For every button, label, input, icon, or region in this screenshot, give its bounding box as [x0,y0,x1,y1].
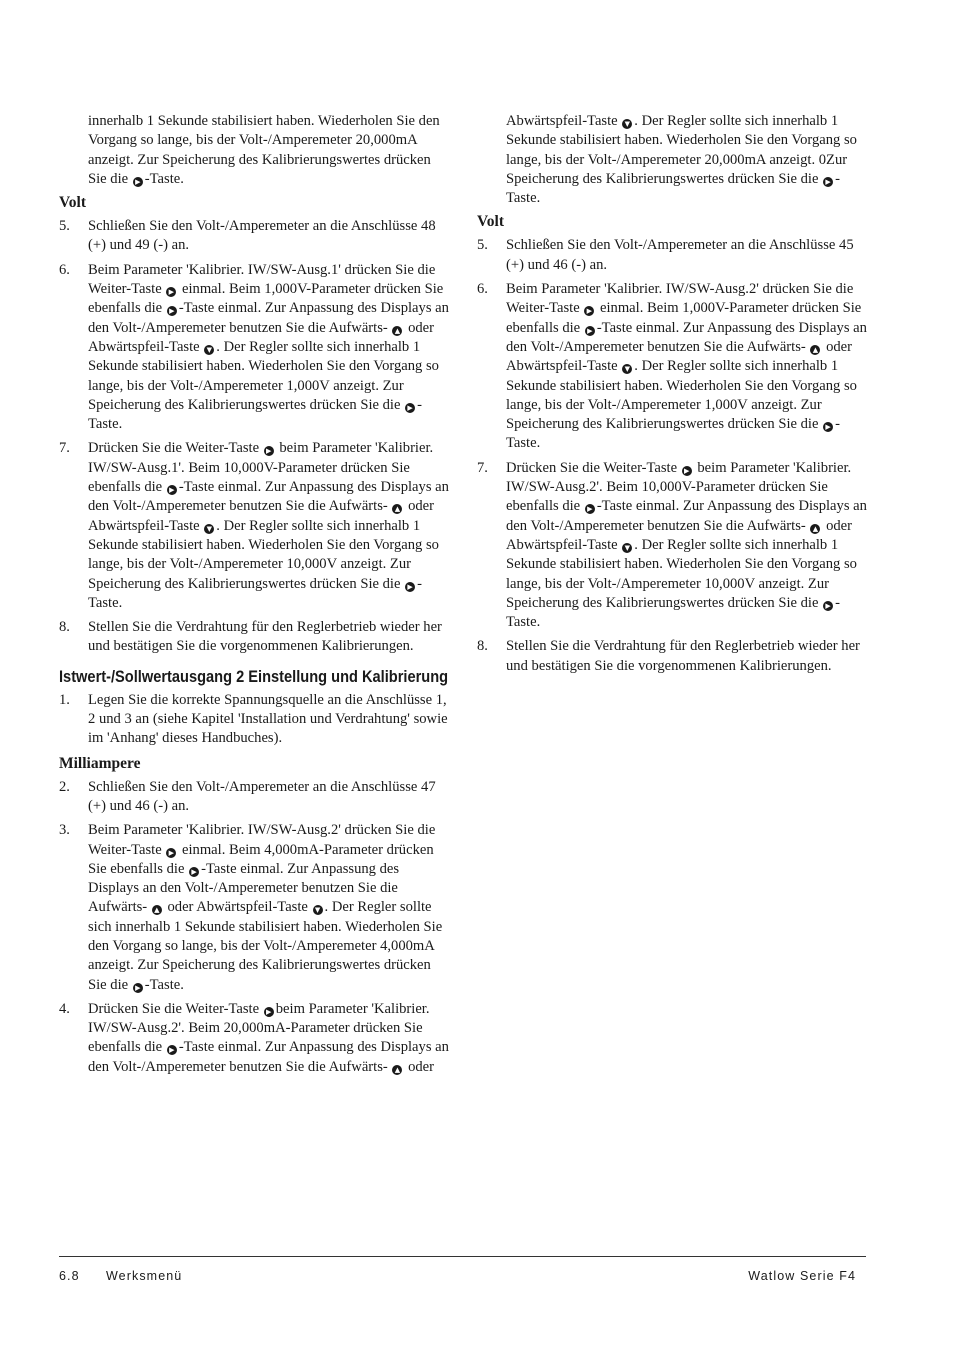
next-key-icon: ▶ [167,306,177,316]
list-item: 8. Stellen Sie die Verdrahtung für den Reglerbetrieb wieder her und bestätigen Sie die vorgenommenen Kalibrierungen. [477,638,860,674]
volt-heading: Volt [477,213,504,231]
volt-steps-list [477,236,869,676]
up-arrow-key-icon: ▲ [392,326,402,336]
list-item: 6. Beim Parameter 'Kalibrier. IW/SW-Ausg.1' drücken Sie die Weiter-Taste ▶ einmal. Beim 1,000V-Parameter drücken Sie ebenfalls die ▶ -Taste einmal. Zur Anpassung des Displays an den Volt-/Amperemeter benutzen Sie die Aufwärts- ▲ oder Abwärtspfeil-Taste ▼ . Der Regler sollte sich innerhalb 1 Sekunde stabilisiert haben. Wiederholen Sie den Vorgang so lange, bis der Volt-/Amperemeter 1,000V anzeigt. Zur Speicherung des Kalibrierungswertes drücken Sie die ▶ -Taste. [59,261,449,433]
next-key-icon: ▶ [823,601,833,611]
next-key-icon: ▶ [166,848,176,858]
list-item: 6. Beim Parameter 'Kalibrier. IW/SW-Ausg.2' drücken Sie die Weiter-Taste ▶ einmal. Beim 1,000V-Parameter drücken Sie ebenfalls die ▶ -Taste einmal. Zur Anpassung des Displays an den Volt-/Amperemeter benutzen Sie die Aufwärts- ▲ oder Abwärtspfeil-Taste ▼ . Der Regler sollte sich innerhalb 1 Sekunde stabilisiert haben. Wiederholen Sie den Vorgang so lange, bis der Volt-/Amperemeter 1,000V anzeigt. Zur Speicherung des Kalibrierungswertes drücken Sie die ▶ -Taste. [477,281,867,452]
next-key-icon: ▶ [405,582,415,592]
next-key-icon: ▶ [584,306,594,316]
continuation-paragraph: Abwärtspfeil-Taste ▼ . Der Regler sollte sich innerhalb 1 Sekunde stabilisiert haben. Wiederholen Sie den Vorgang so lange, bis der Volt-/Amperemeter 20,000mA anzeigt. 0Zur Speicherung des Kalibrierungswertes drücken Sie die ▶ -Taste. [506,113,857,207]
list-item: 5. Schließen Sie den Volt-/Amperemeter an die Anschlüsse 48 (+) und 49 (-) an. [59,218,436,254]
list-item: 7. Drücken Sie die Weiter-Taste ▶ beim Parameter 'Kalibrier. IW/SW-Ausg.2'. Beim 10,000V-Parameter drücken Sie ebenfalls die ▶ -Taste einmal. Zur Anpassung des Displays an den Volt-/Amperemeter benutzen Sie die Aufwärts- ▲ oder Abwärtspfeil-Taste ▼ . Der Regler sollte sich innerhalb 1 Sekunde stabilisiert haben. Wiederholen Sie den Vorgang so lange, bis der Volt-/Amperemeter 10,000V anzeigt. Zur Speicherung des Kalibrierungswertes drücken Sie die ▶ -Taste. [477,459,867,631]
down-arrow-key-icon: ▼ [313,905,323,915]
continuation-paragraph: innerhalb 1 Sekunde stabilisiert haben. Wiederholen Sie den Vorgang so lange, bis der Volt-/Amperemeter 20,000mA anzeigt. Zur Speicherung des Kalibrierungswertes drücken Sie die ▶ -Taste. [88,113,440,187]
next-key-icon: ▶ [133,983,143,993]
up-arrow-key-icon: ▲ [392,504,402,514]
next-key-icon: ▶ [264,446,274,456]
milliampere-steps-list [59,778,451,1077]
next-key-icon: ▶ [167,485,177,495]
footer-divider [59,1256,866,1257]
up-arrow-key-icon: ▲ [810,524,820,534]
right-column [477,112,869,681]
list-item: 3. Beim Parameter 'Kalibrier. IW/SW-Ausg.2' drücken Sie die Weiter-Taste ▶ einmal. Beim 4,000mA-Parameter drücken Sie ebenfalls die ▶ -Taste einmal. Zur Anpassung des Displays an den Volt-/Amperemeter benutzen Sie die Aufwärts- ▲ oder Abwärtspfeil-Taste ▼ . Der Regler sollte sich innerhalb 1 Sekunde stabilisiert haben. Wiederholen Sie den Vorgang so lange, bis der Volt-/Amperemeter 4,000mA anzeigt. Zur Speicherung des Kalibrierungswertes drücken Sie die ▶ -Taste. [59,822,443,993]
next-key-icon: ▶ [823,177,833,187]
section-title: Istwert-/Sollwertausgang 2 Einstellung und Kalibrierung [59,666,449,686]
next-key-icon: ▶ [264,1007,274,1017]
setup-steps-list [59,691,451,749]
footer-section-title: Werksmenü [106,1269,183,1283]
down-arrow-key-icon: ▼ [622,364,632,374]
list-item: 2. Schließen Sie den Volt-/Amperemeter an die Anschlüsse 47 (+) und 46 (-) an. [59,778,436,814]
down-arrow-key-icon: ▼ [622,543,632,553]
up-arrow-key-icon: ▲ [392,1065,402,1075]
list-item: 1. Legen Sie die korrekte Spannungsquelle an die Anschlüsse 1, 2 und 3 an (siehe Kapitel 'Installation und Verdrahtung' sowie im 'Anhang' dieses Handbuches). [59,691,448,747]
next-key-icon: ▶ [823,422,833,432]
down-arrow-key-icon: ▼ [204,524,214,534]
volt-steps-list [59,217,451,657]
next-key-icon: ▶ [189,867,199,877]
milliampere-heading: Milliampere [59,754,141,772]
up-arrow-key-icon: ▲ [810,345,820,355]
down-arrow-key-icon: ▼ [622,119,632,129]
list-item: 8. Stellen Sie die Verdrahtung für den Reglerbetrieb wieder her und bestätigen Sie die vorgenommenen Kalibrierungen. [59,619,442,655]
next-key-icon: ▶ [585,504,595,514]
list-item: 5. Schließen Sie den Volt-/Amperemeter an die Anschlüsse 45 (+) und 46 (-) an. [477,237,854,273]
next-key-icon: ▶ [405,403,415,413]
footer-product-name: Watlow Serie F4 [748,1269,856,1283]
next-key-icon: ▶ [682,466,692,476]
page-number: 6.8 [59,1269,80,1283]
up-arrow-key-icon: ▲ [152,905,162,915]
list-item: 4. Drücken Sie die Weiter-Taste ▶ beim Parameter 'Kalibrier. IW/SW-Ausg.2'. Beim 20,000mA-Parameter drücken Sie ebenfalls die ▶ -Taste einmal. Zur Anpassung des Displays an den Volt-/Amperemeter benutzen Sie die Aufwärts- ▲ oder [59,1000,449,1075]
next-key-icon: ▶ [133,177,143,187]
down-arrow-key-icon: ▼ [204,345,214,355]
volt-heading: Volt [59,194,86,212]
next-key-icon: ▶ [166,287,176,297]
list-item: 7. Drücken Sie die Weiter-Taste ▶ beim Parameter 'Kalibrier. IW/SW-Ausg.1'. Beim 10,000V-Parameter drücken Sie ebenfalls die ▶ -Taste einmal. Zur Anpassung des Displays an den Volt-/Amperemeter benutzen Sie die Aufwärts- ▲ oder Abwärtspfeil-Taste ▼ . Der Regler sollte sich innerhalb 1 Sekunde stabilisiert haben. Wiederholen Sie den Vorgang so lange, bis der Volt-/Amperemeter 10,000V anzeigt. Zur Speicherung des Kalibrierungswertes drücken Sie die ▶ -Taste. [59,440,449,611]
next-key-icon: ▶ [585,326,595,336]
next-key-icon: ▶ [167,1045,177,1055]
left-column [59,112,451,1082]
